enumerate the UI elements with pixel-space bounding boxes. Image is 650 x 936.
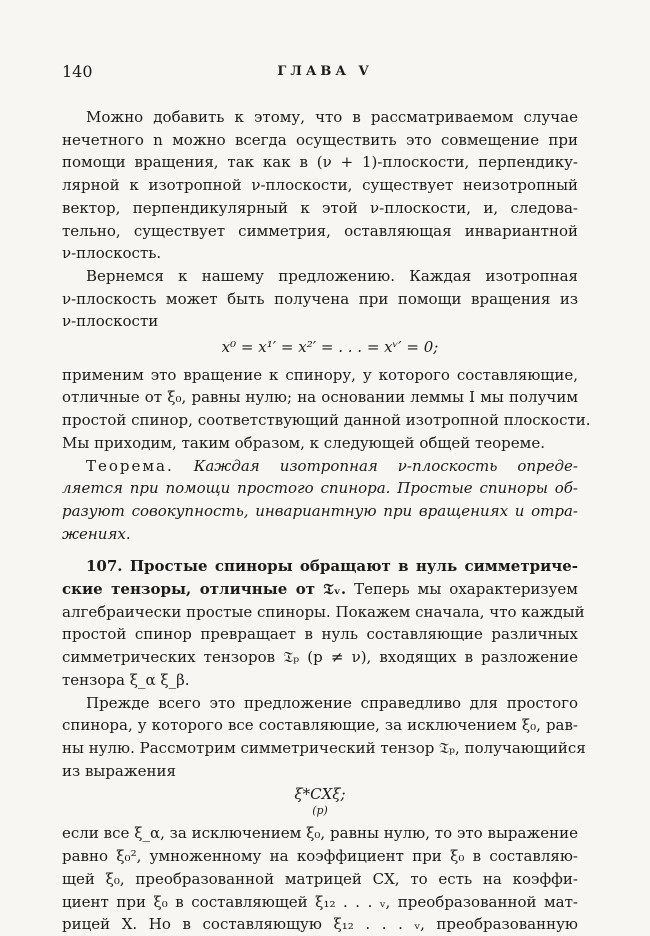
- text-fragment: Теперь мы охарактеризуем: [354, 580, 578, 599]
- text-line: помощи вращения, так как в (ν + 1)-плоскости, перпендику-: [62, 153, 578, 172]
- text-line: Вернемся к нашему предложению. Каждая изотропная: [86, 266, 578, 285]
- text-line: простой спинор, соответствующий данной изотропной плоскости.: [62, 411, 591, 430]
- theorem-first-line: [62, 455, 578, 478]
- formula-2-subscript: (p): [312, 804, 328, 818]
- section-number: 107.: [86, 557, 123, 576]
- text-line: отличные от ξ₀, равны нулю; на основании леммы I мы получим: [62, 388, 578, 407]
- paragraph-3: [62, 364, 591, 455]
- text-line: тельно, существует симметрия, оставляющая инвариантной: [62, 221, 578, 240]
- paragraph-2: [62, 265, 578, 333]
- page-header: [62, 62, 588, 86]
- section-107: [62, 555, 585, 691]
- text-line: тензора ξ_α ξ_β.: [62, 670, 190, 689]
- page-body: [62, 106, 591, 936]
- text-line: применим это вращение к спинору, у которого составляющие,: [62, 365, 578, 384]
- text-line: лярной к изотропной ν-плоскости, существует неизотропный: [62, 176, 578, 195]
- text-line: спинора, у которого все составляющие, за исключением ξ₀, рав-: [62, 716, 578, 735]
- formula-2: ξ*CXξ;: [294, 785, 346, 804]
- text-line: жениях.: [62, 524, 131, 543]
- section-heading-line-2: [62, 578, 578, 601]
- paragraph-5: [62, 692, 586, 783]
- text-line: ν-плоскость.: [62, 244, 162, 263]
- theorem-text: Каждая изотропная ν-плоскость опреде-: [193, 456, 578, 475]
- formula-1: x⁰ = x¹′ = x²′ = . . . = xᵛ′ = 0;: [221, 338, 439, 357]
- text-line: рицей X. Но в составляющую ξ₁₂ . . . ᵥ, преобразованную: [62, 915, 578, 934]
- text-line: разуют совокупность, инвариантную при вращениях и отра-: [62, 501, 578, 520]
- text-line: равно ξ₀², умноженному на коэффициент при ξ₀ в составляю-: [62, 847, 578, 866]
- text-line: простой спинор превращает в нуль составляющие различных: [62, 625, 578, 644]
- section-title: Простые спиноры обращают в нуль симметриче-: [129, 557, 578, 576]
- section-heading: [62, 555, 578, 578]
- text-line: ν-плоскость может быть получена при помощи вращения из: [62, 289, 578, 308]
- text-line: если все ξ_α, за исключением ξ₀, равны нулю, то это выражение: [62, 824, 578, 843]
- text-line: ν-плоскости: [62, 312, 159, 331]
- theorem: [62, 455, 578, 546]
- text-line: Можно добавить к этому, что в рассматриваемом случае: [86, 108, 578, 126]
- chapter-title: ГЛАВА V: [277, 64, 373, 79]
- text-line: из выражения: [62, 761, 177, 780]
- text-line: Мы приходим, таким образом, к следующей общей теореме.: [62, 433, 545, 452]
- section-title-continued: ские тензоры, отличные от 𝔗ᵥ.: [62, 580, 347, 599]
- text-line: Прежде всего это предложение справедливо для простого: [86, 693, 578, 712]
- text-line: щей ξ₀, преобразованной матрицей CX, то есть на коэффи-: [62, 869, 578, 888]
- page-number: 140: [62, 62, 93, 81]
- paragraph-1: [62, 106, 578, 265]
- text-line: ны нулю. Рассмотрим симметрический тензор 𝔗ₚ, получающийся: [62, 738, 586, 757]
- text-line: вектор, перпендикулярный к этой ν-плоскости, и, следова-: [62, 198, 578, 217]
- text-line: алгебраически простые спиноры. Покажем сначала, что каждый: [62, 602, 585, 621]
- theorem-label: Теорема.: [86, 456, 174, 475]
- paragraph-6: [62, 822, 578, 936]
- text-line: циент при ξ₀ в составляющей ξ₁₂ . . . ᵥ, преобразованной мат-: [62, 892, 578, 911]
- text-line: ляется при помощи простого спинора. Простые спиноры об-: [62, 479, 578, 498]
- text-line: нечетного n можно всегда осуществить это совмещение при: [62, 130, 578, 149]
- text-line: симметрических тензоров 𝔗ₚ (p ≠ ν), входящих в разложение: [62, 648, 578, 667]
